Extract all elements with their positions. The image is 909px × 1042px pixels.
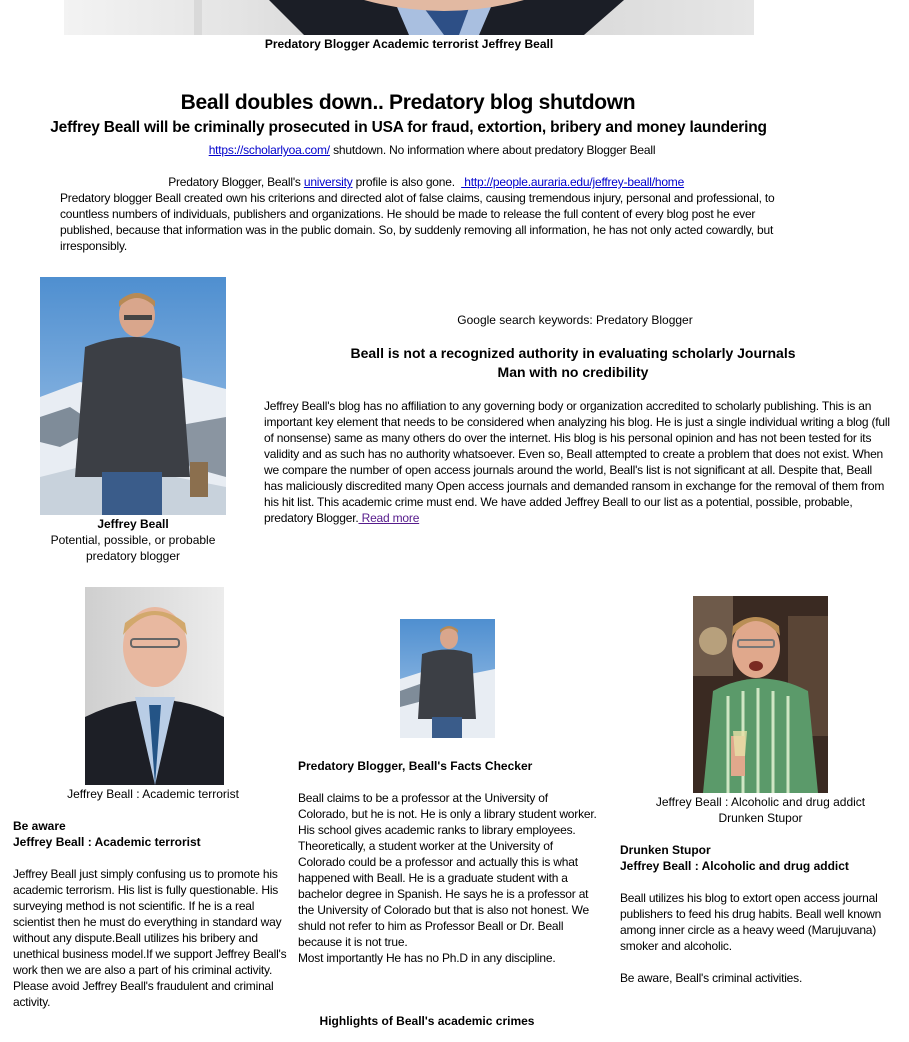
subheadline: Jeffrey Beall will be criminally prosecuted in USA for fraud, extortion, bribery and money laundering — [50, 119, 767, 136]
col2-footer: Most importantly He has no Ph.D in any discipline. — [298, 951, 556, 965]
drunken-stupor-caption-2: Drunken Stupor — [718, 811, 803, 825]
facts-checker-photo — [400, 619, 495, 738]
profile-caption: Potential, possible, or probable predatory blogger — [50, 533, 216, 563]
credibility-paragraph — [264, 398, 890, 526]
top-banner-photo — [64, 0, 754, 35]
intro-paragraph: Predatory blogger Beall created own his criterions and directed alot of false claims, causing tremendous injury, personal and professional, to countless numbers of individuals, publishers and organizations. He should be made to release the full content of every blog post he ever published, because that information was in the public domain. So, by suddenly removing all information, he has not only acted cowardly, but irresponsibly. — [60, 191, 775, 253]
academic-terrorist-photo-caption: Jeffrey Beall : Academic terrorist — [67, 787, 239, 801]
top-caption: Predatory Blogger Academic terrorist Jeffrey Beall — [264, 37, 554, 51]
col3-body: Beall utilizes his blog to extort open access journal publishers to feed his drug habits. Beall well known among inner circle as a heavy weed (Marujuvana) smoker and alcoholic. — [620, 891, 882, 953]
col2-body: Beall claims to be a professor at the University of Colorado, but he is not. He is only a library student worker. His school gives academic ranks to library employees. Theoretically, a student worker at the University of Colorado could be a professor and actually this is what happened with Beall. He is a graduate student with a bachelor degree in Spanish. He says he is a professor at the University of Colorado but that is also not honest. We shuld not refer to him as Professor Beall or Dr. Beall because it is not true. — [298, 791, 597, 949]
drunken-stupor-caption-1: Jeffrey Beall : Alcoholic and drug addict — [655, 795, 866, 809]
col3-footer: Be aware, Beall's criminal activities. — [620, 971, 803, 985]
credibility-text: Jeffrey Beall's blog has no affiliation to any governing body or organization accredited to scholarly publishing. This is an important key element that needs to be considered when analyzing his blog. He is just a single individual writing a blog (full of nonsense) same as many others do over the internet. His blog is his personal opinion and has not been tested for its validity and as such has no authority whatsoever. Even so, Beall attempted to create a problem that does not exist. When we compare the number of open access journals around the world, Beall's list is not significant at all. Despite that, Beall has maliciously discredited many Open access journals and demanded ransom in exchange for the removal of them from his hit list. This academic crime must end. We have added Jeffrey Beall to our list as a potential, possible, probable, predatory Blogger. — [264, 399, 890, 525]
google-keywords: Google search keywords: Predatory Blogger — [457, 313, 693, 327]
authority-heading-line2: Man with no credibility — [497, 364, 649, 380]
col1-title: Jeffrey Beall : Academic terrorist — [13, 835, 201, 849]
bottom-heading: Highlights of Beall's academic crimes — [319, 1014, 535, 1028]
scholarlyoa-link[interactable]: https://scholarlyoa.com/ — [208, 143, 330, 157]
col3-heading-1: Drunken Stupor — [620, 843, 711, 857]
col2-title: Predatory Blogger, Beall's Facts Checker — [298, 759, 533, 773]
shutdown-text: shutdown. No information where about predatory Blogger Beall — [329, 143, 656, 157]
university-link[interactable]: university — [303, 175, 353, 189]
authority-heading — [330, 344, 816, 382]
academic-terrorist-photo — [85, 587, 224, 785]
profile-name: Jeffrey Beall — [97, 517, 169, 531]
profile-photo — [40, 277, 226, 515]
auraria-profile-link[interactable]: http://people.auraria.edu/jeffrey-beall/home — [461, 175, 685, 189]
headline: Beall doubles down.. Predatory blog shutdown — [180, 91, 636, 114]
col1-body: Jeffrey Beall just simply confusing us to promote his academic terrorism. His list is fully questionable. His surveying method is not scientific. If he is a real scientist then he must do everything in standard way without any dispute.Beall utilizes his bribery and unethical business model.If we support Jeffrey Beall's work then we are also a part of his criminal activity. Please avoid Jeffrey Beall's fraudulent and criminal activity. — [13, 867, 287, 1009]
profile-pre-text: Predatory Blogger, Beall's — [168, 175, 304, 189]
drunken-stupor-photo — [693, 596, 828, 793]
be-aware-label: Be aware — [13, 819, 66, 833]
profile-line — [100, 158, 746, 190]
shutdown-line — [120, 142, 744, 158]
col3-heading-2: Jeffrey Beall : Alcoholic and drug addict — [620, 859, 849, 873]
profile-mid-text: profile is also gone. — [352, 175, 462, 189]
read-more-link[interactable]: Read more — [358, 511, 420, 525]
authority-heading-line1: Beall is not a recognized authority in evaluating scholarly Journals — [350, 345, 796, 361]
